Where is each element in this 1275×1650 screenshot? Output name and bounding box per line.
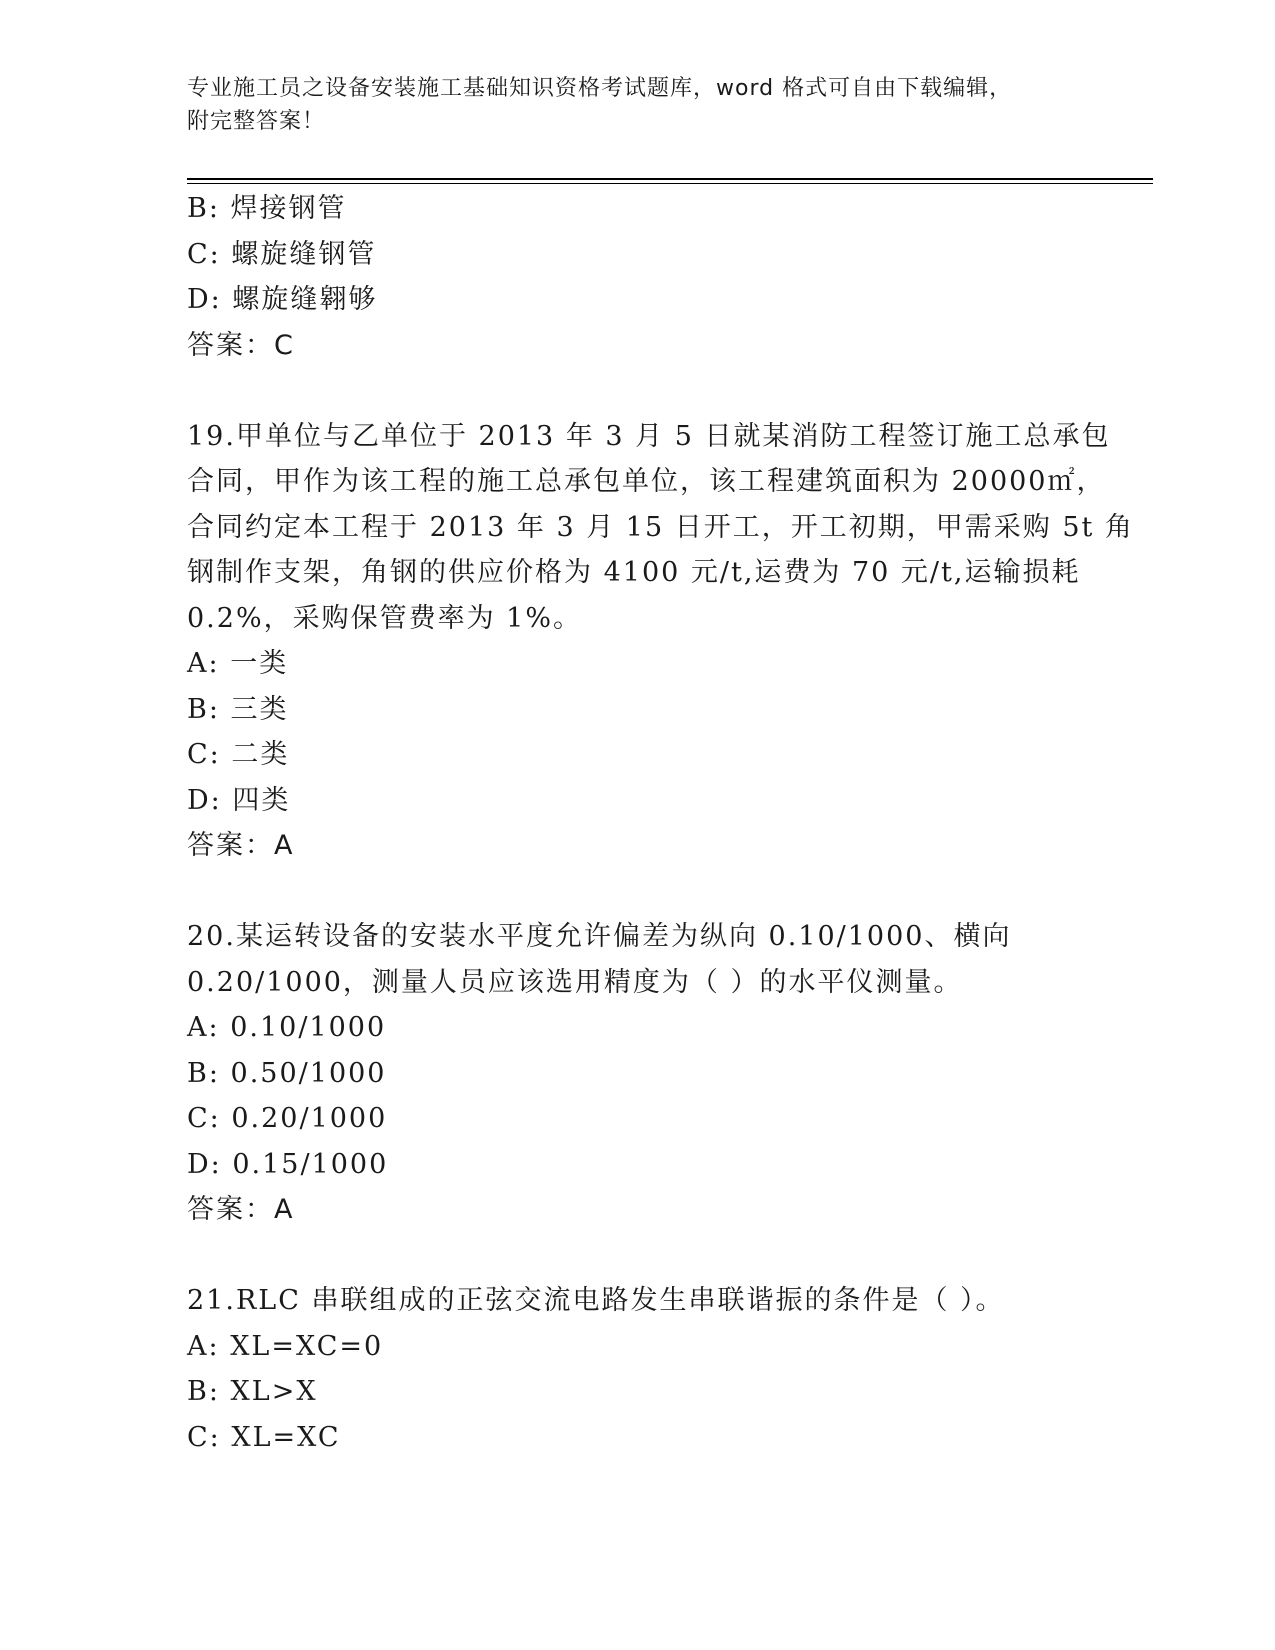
answer: 答案：A: [187, 830, 295, 861]
option-c: C: 0.20/1000: [187, 1103, 388, 1134]
option-d: D: 螺旋缝翱够: [187, 284, 378, 315]
question-text-line: 19.甲单位与乙单位于 2013 年 3 月 5 日就某消防工程签订施工总承包: [187, 420, 1111, 452]
question-text-line: 合同约定本工程于 2013 年 3 月 15 日开工，开工初期，甲需采购 5t 角: [187, 511, 1134, 543]
question-20: [187, 914, 1087, 1233]
question-text-line: 0.2%，采购保管费率为 1%。: [187, 602, 583, 634]
header-line-1: 专业施工员之设备安装施工基础知识资格考试题库，word 格式可自由下载编辑，: [187, 76, 1013, 101]
option-b: B: 0.50/1000: [187, 1057, 387, 1089]
option-b: B: XL>X: [187, 1376, 318, 1407]
question-text-line: 21.RLC 串联组成的正弦交流电路发生串联谐振的条件是（ ）。: [187, 1285, 1005, 1316]
continued-question: [187, 186, 1087, 368]
option-a: A: 0.10/1000: [187, 1012, 387, 1043]
question-text-line: 钢制作支架，角钢的供应价格为 4100 元/t,运费为 70 元/t,运输损耗: [187, 557, 1081, 588]
header-rule-thin: [187, 183, 1153, 184]
document-body: [187, 186, 1134, 1460]
answer: 答案：C: [187, 329, 295, 361]
option-c: C: XL=XC: [187, 1421, 341, 1453]
option-d: D: 四类: [187, 784, 291, 816]
option-b: B: 三类: [187, 693, 289, 725]
question-19: [187, 414, 1134, 869]
question-text-line: 合同，甲作为该工程的施工总承包单位，该工程建筑面积为 20000㎡，: [187, 466, 1106, 497]
option-c: C: 二类: [187, 739, 290, 770]
option-c: C: 螺旋缝钢管: [187, 238, 377, 270]
answer: 答案：A: [187, 1194, 295, 1225]
question-text-line: 20.某运转设备的安装水平度允许偏差为纵向 0.10/1000、横向: [187, 921, 1012, 952]
option-d: D: 0.15/1000: [187, 1148, 389, 1180]
document-header: [187, 72, 1087, 138]
question-text-line: 0.20/1000，测量人员应该选用精度为（ ）的水平仪测量。: [187, 966, 963, 998]
option-a: A: XL=XC=0: [187, 1330, 384, 1362]
option-a: A: 一类: [187, 648, 289, 679]
header-rule-thick: [187, 178, 1153, 180]
option-b: B: 焊接钢管: [187, 193, 347, 224]
question-21: [187, 1278, 1087, 1460]
header-line-2: 附完整答案！: [187, 109, 326, 134]
